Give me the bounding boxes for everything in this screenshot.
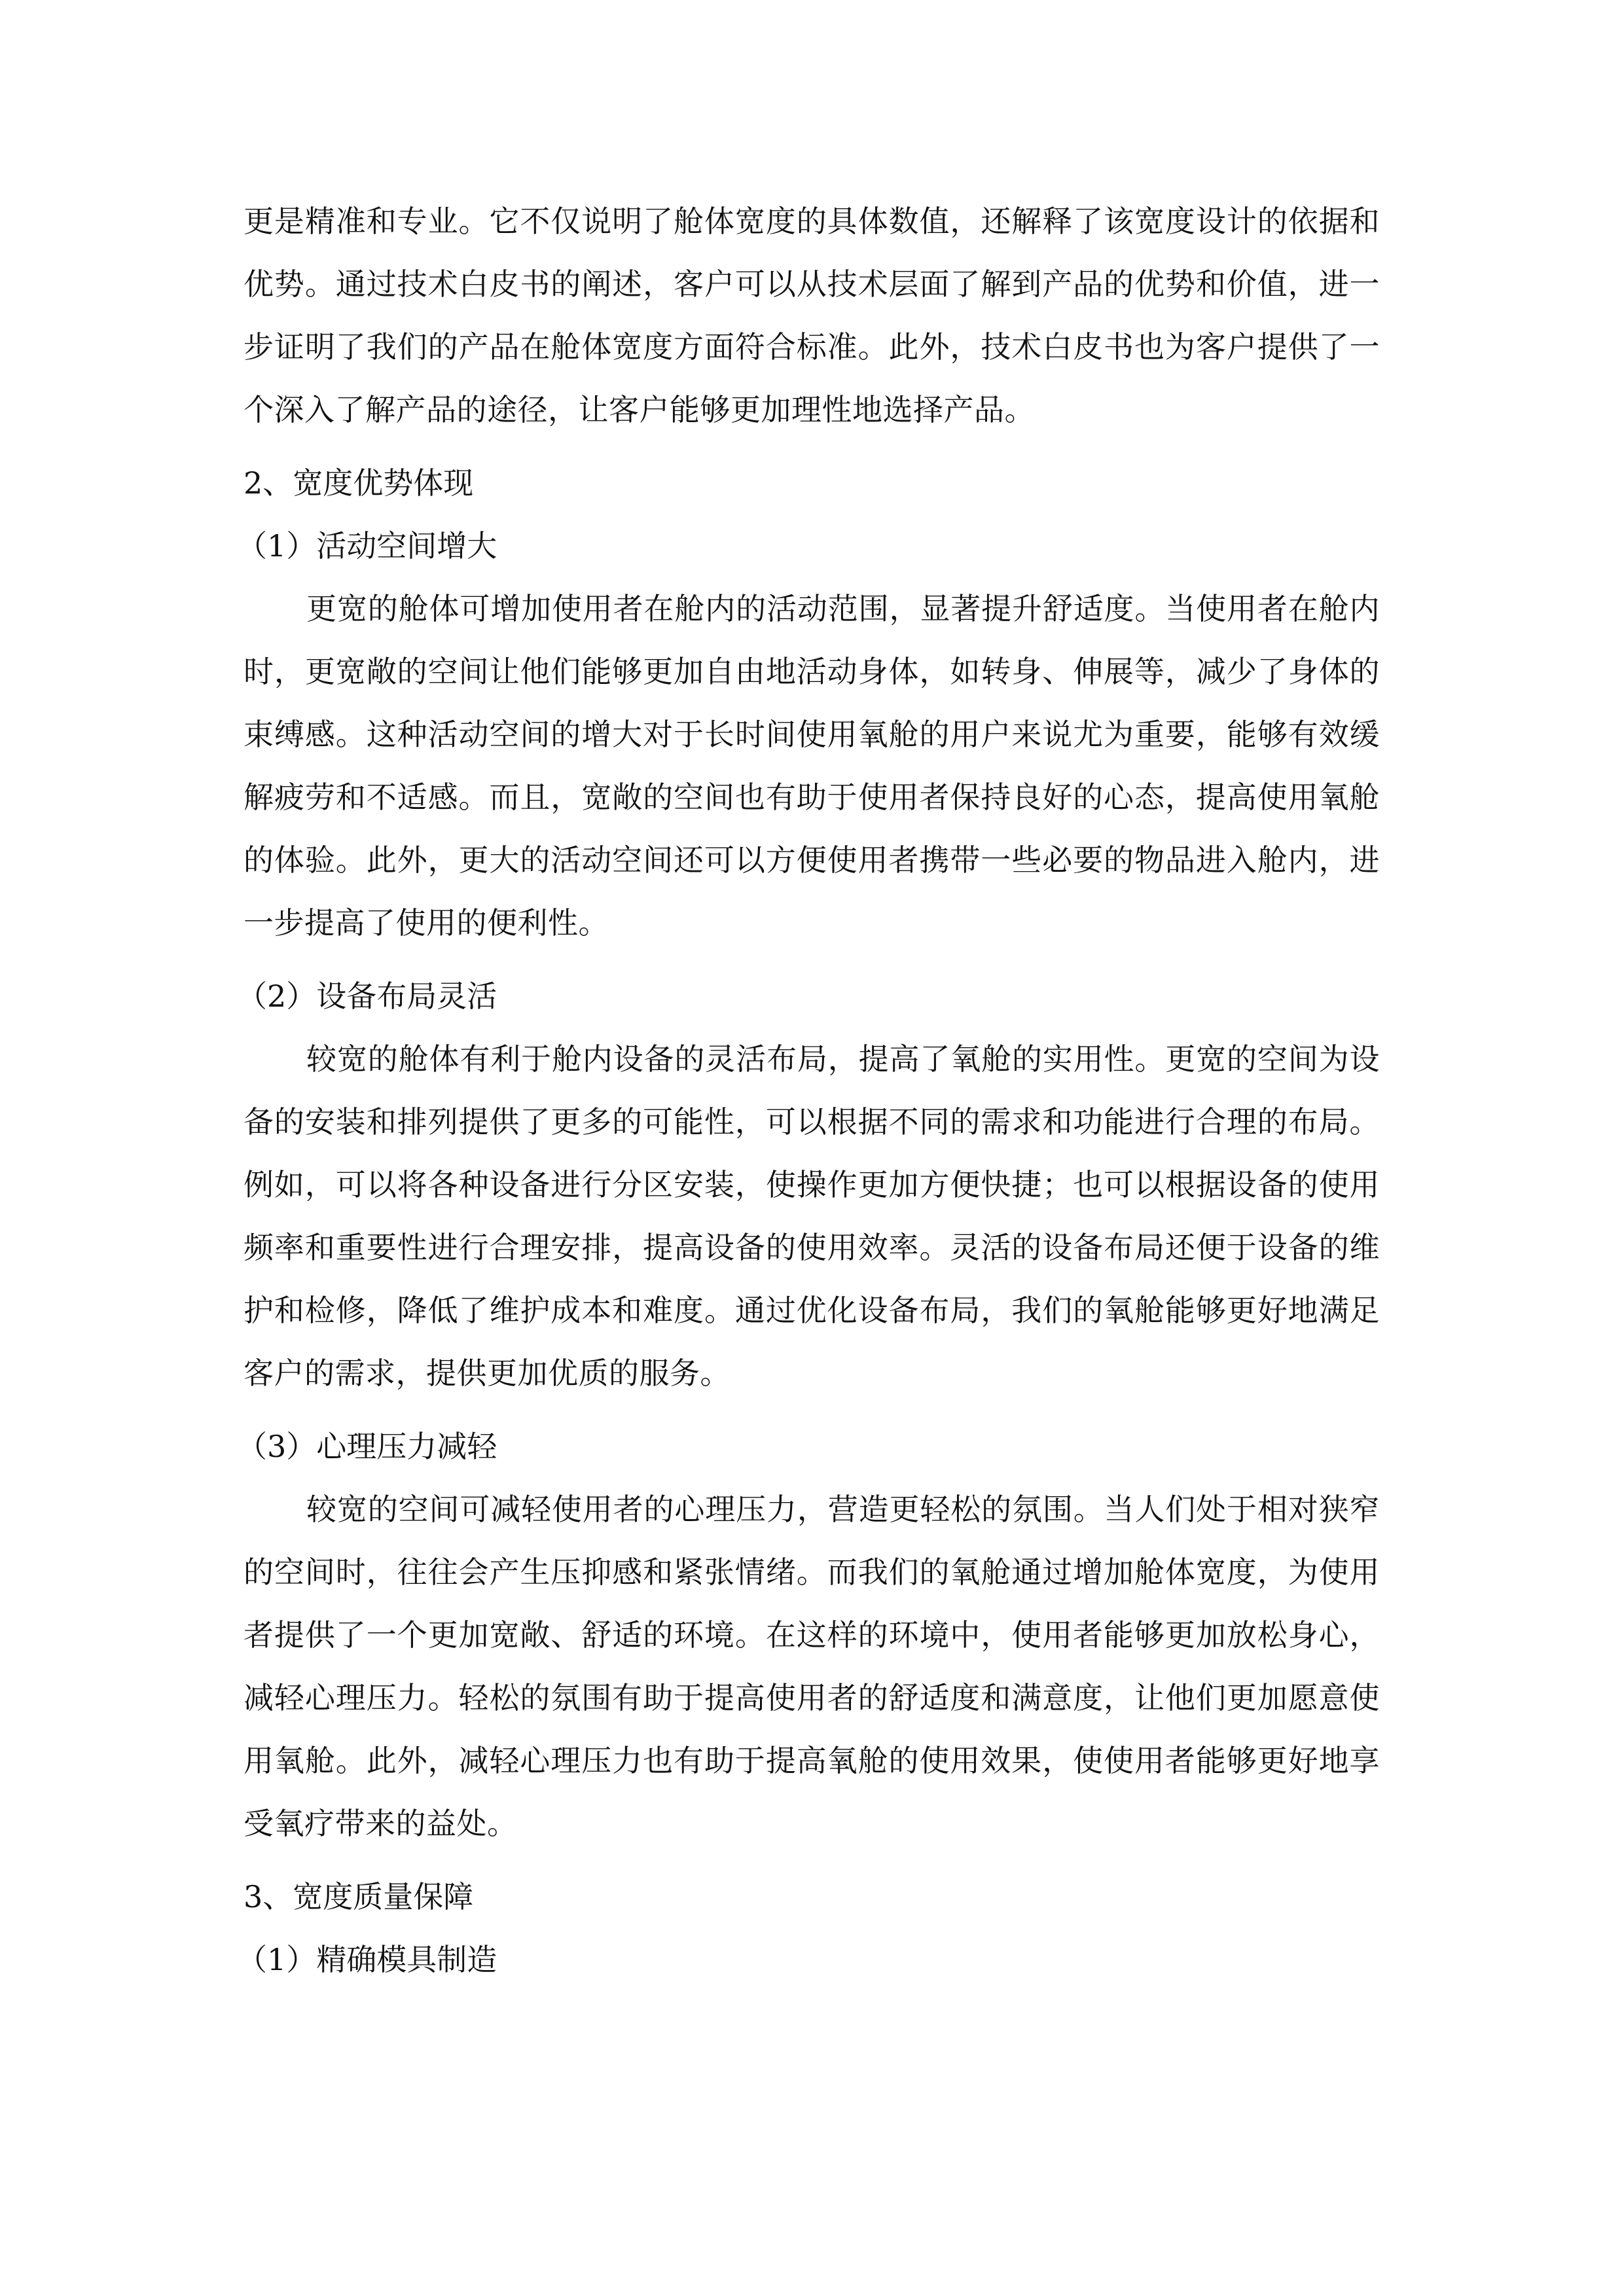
section-2-item-3-body: 较宽的空间可减轻使用者的心理压力，营造更轻松的氛围。当人们处于相对狭窄的空间时，往往会产生压抑感和紧张情绪。而我们的氧舱通过增加舱体宽度，为使用者提供了一个更加宽敞、舒适的环境。在这样的环境中，使用者能够更加放松身心，减轻心理压力。轻松的氛围有助于提高使用者的舒适度和满意度，让他们更加愿意使用氧舱。此外，减轻心理压力也有助于提高氧舱的使用效果，使使用者能够更好地享受氧疗带来的益处。: [244, 1492, 1380, 1841]
section-3-heading: 3、宽度质量保障: [244, 1879, 474, 1914]
document-page: [237, 190, 1380, 1991]
section-2-item-1-body: 更宽的舱体可增加使用者在舱内的活动范围，显著提升舒适度。当使用者在舱内时，更宽敞的空间让他们能够更加自由地活动身体，如转身、伸展等，减少了身体的束缚感。这种活动空间的增大对于长时间使用氧舱的用户来说尤为重要，能够有效缓解疲劳和不适感。而且，宽敞的空间也有助于使用者保持良好的心态，提高使用氧舱的体验。此外，更大的活动空间还可以方便使用者携带一些必要的物品进入舱内，进一步提高了使用的便利性。: [244, 591, 1380, 941]
section-2-item-2-body: 较宽的舱体有利于舱内设备的灵活布局，提高了氧舱的实用性。更宽的空间为设备的安装和排列提供了更多的可能性，可以根据不同的需求和功能进行合理的布局。例如，可以将各种设备进行分区安装，使操作更加方便快捷；也可以根据设备的使用频率和重要性进行合理安排，提高设备的使用效率。灵活的设备布局还便于设备的维护和检修，降低了维护成本和难度。通过优化设备布局，我们的氧舱能够更好地满足客户的需求，提供更加优质的服务。: [244, 1041, 1380, 1391]
intro-paragraph: 更是精准和专业。它不仅说明了舱体宽度的具体数值，还解释了该宽度设计的依据和优势。通过技术白皮书的阐述，客户可以从技术层面了解到产品的优势和价值，进一步证明了我们的产品在舱体宽度方面符合标准。此外，技术白皮书也为客户提供了一个深入了解产品的途径，让客户能够更加理性地选择产品。: [244, 204, 1380, 427]
section-2-item-1-title: （1）活动空间增大: [237, 528, 497, 564]
section-2-heading: 2、宽度优势体现: [244, 465, 474, 501]
section-2-item-3-title: （3）心理压力减轻: [237, 1429, 497, 1464]
section-3-item-1-title: （1）精确模具制造: [237, 1942, 497, 1977]
section-2-item-2-title: （2）设备布局灵活: [237, 978, 497, 1014]
